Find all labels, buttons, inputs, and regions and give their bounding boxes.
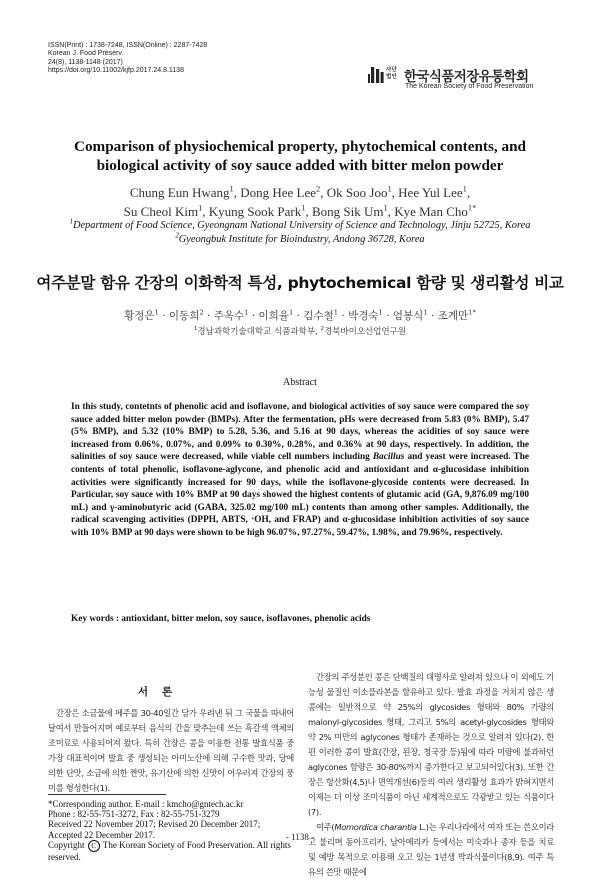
- corresponding-author: *Corresponding author. E-mail : kmcho@gntech.ac.kr: [48, 799, 244, 809]
- author-separator: ,: [466, 185, 471, 200]
- society-name-en: The Korean Society of Food Preservation: [405, 83, 534, 90]
- author-name-ko: 박경숙: [348, 310, 379, 322]
- author-separator: ,: [387, 204, 395, 219]
- keywords: Key words : antioxidant, bitter melon, soy sauce, isoflavones, phenolic acids: [71, 614, 371, 624]
- society-tag: [386, 67, 397, 80]
- author-line-1: [40, 183, 560, 202]
- received-date: Received 22 November 2017; Revised 20 December 2017;: [48, 819, 261, 830]
- author-affiliation-mark: 1: [288, 308, 294, 317]
- author-name: Hee Yul Lee: [398, 185, 463, 200]
- footnote-divider: [48, 794, 166, 795]
- author-affiliation-mark: 2: [199, 308, 204, 317]
- author-name: Ok Soo Joo: [326, 185, 388, 200]
- footnotes: [48, 799, 298, 862]
- copyright-icon: C: [88, 840, 100, 852]
- abstract-text: and yeast were increased. The contents of total phenolic, isoflavone-aglycone, and phenolic acid and antioxidant and α-glucosidase inhibition activities were significantly increased for 90 days, while the isoflavone-glycoside contents were decreased. In Particular, soy sauce with 10% BMP at 90 days showed the highest contents of glutamic acid (GA, 9,876.09 mg/100 mL) and γ-aminobutyric acid (GABA, 325.02 mg/100 mL) contents than among other samples. Additionally, the radical scavenging activities (DPPH, ABTS, ⋅OH, and FRAP) and α-glucosidase inhibition activities of soy sauce with 10% BMP at 90 days were shown to be high 96.07%, 97.27%, 59.47%, 1.98%, and 79.96%, respectively.: [71, 452, 529, 538]
- author-affiliation-mark: 1: [198, 202, 203, 213]
- affiliation-mark: 1: [193, 326, 198, 333]
- author-separator: ,: [305, 204, 312, 219]
- society-logo-block: [368, 64, 558, 94]
- author-separator: ·: [427, 310, 438, 322]
- author-name: Su Cheol Kim: [123, 204, 199, 219]
- right-column-paragraph-2: [308, 820, 554, 880]
- affiliation-text-ko: 경북바이오산업연구원: [323, 327, 407, 337]
- journal-meta: [48, 42, 207, 76]
- affiliation-mark: 2: [320, 326, 324, 333]
- affiliation-text: Gyeongbuk Institute for Bioindustry, Andong 36728, Korea: [178, 233, 425, 245]
- author-name: Dong Hee Lee: [240, 185, 317, 200]
- author-affiliation-mark: 1: [383, 202, 388, 213]
- author-affiliation-mark: 1: [387, 183, 392, 194]
- society-emblem-icon: [368, 66, 384, 84]
- accepted-date: Accepted 22 December 2017.: [48, 829, 155, 840]
- author-name: Chung Eun Hwang: [129, 185, 230, 200]
- author-separator: ,: [320, 185, 327, 200]
- author-affiliation-mark: 1: [301, 202, 306, 213]
- journal-name: Korean J. Food Preserv.: [48, 50, 124, 58]
- introduction-paragraph: [48, 706, 294, 796]
- author-list-ko: [40, 308, 560, 323]
- paragraph-2-start: 여주(: [316, 822, 335, 832]
- author-name: Kyung Sook Park: [208, 204, 302, 219]
- author-name: Bong Sik Um: [311, 204, 384, 219]
- title-en-line1: Comparison of physiochemical property, phytochemical contents, and: [74, 138, 526, 155]
- author-separator: ·: [158, 310, 169, 322]
- paper-title-ko: 여주분말 함유 간장의 이화학적 특성, phytochemical 함량 및 생리활성 비교: [36, 274, 564, 292]
- author-affiliation-mark: 1: [154, 308, 159, 317]
- author-name-ko: 이동희: [168, 310, 200, 322]
- copyright-word: Copyright: [48, 839, 85, 850]
- title-en-line2: biological activity of soy sauce added with bitter melon powder: [96, 157, 504, 174]
- author-name-ko: 김수철: [303, 310, 334, 322]
- author-affiliation-mark: 1: [462, 183, 467, 194]
- author-affiliation-mark: 1*: [467, 202, 477, 213]
- society-name-ko: 한국식품저장유통학회: [404, 69, 529, 85]
- society-tag-line2: 법인: [386, 73, 397, 80]
- affiliation-mark: 1: [69, 218, 73, 226]
- abstract-text: In this study, contetnts of phenolic acid and isoflavone, and biological activities of soy sauce were compared the soy sauce added bitter melon powder (BMPs). After the fermentation, pHs were decreased from 5.83 (0% BMP), 5.47 (5% BMP), and 5.32 (10% BMP) to 5.28, 5.36, and 5.16 at 90 days, whereas the acidities of soy sauce were increased from 0.06%, 0.07%, and 0.09% to 0.30%, 0.28%, and 0.36% at 90 days, respectively. In addition, the salinities of soy sauce were decreased, while viable cell numbers including: [71, 402, 529, 463]
- affiliation-line: [40, 219, 560, 233]
- paragraph-1-text: 간장의 주성분인 콩은 단백질의 대명사로 알려져 있으나 이 외에도 기능성 물질인 이소플라본을 함유하고 있다. 발효 과정을 거치지 않은 생콩에는 일반적으로 약 25%의 glycosides 형태와 80% 가량의 malonyl-glycosides 형태, 그리고 5%의 acetyl-glycosides 형태와 약 2% 미만의 aglycones 형태가 존재하는 것으로 알려져 있다(2). 한편 이러한 콩이 발효(간장, 된장, 청국장 등)됨에 따라 미량에 불과하던 aglycones 함량은 30-80%까지 증가한다고 보고되어있다(3). 또한 간장은 항산화(4,5)나 면역개선(6)등의 여러 생리활성 효과가 밝혀지면서 이제는 더 이상 조미식품이 아닌 세계적으로도 각광받고 있는 식품이다(7).: [308, 672, 554, 817]
- author-name-ko: 황정은: [124, 310, 155, 322]
- issn-line: ISSN(Print) : 1738-7248, ISSN(Online) : 2287-7428: [48, 42, 208, 49]
- author-separator: ,: [233, 185, 241, 200]
- abstract-heading: Abstract: [283, 377, 317, 388]
- introduction-heading: 서론: [137, 686, 187, 698]
- author-name-ko: 조계만: [437, 310, 469, 322]
- author-affiliation-mark: 1: [333, 308, 339, 317]
- paper-title-en: [40, 137, 560, 175]
- copyright-notice: [48, 840, 298, 862]
- right-column-paragraph-1: [308, 670, 554, 820]
- author-affiliation-mark: 1: [229, 183, 234, 194]
- author-separator: ·: [338, 310, 349, 322]
- author-separator: ,: [202, 204, 209, 219]
- copyright-holder: The Korean Society of Food Preservation. All rights reserved.: [48, 839, 291, 862]
- affiliations-ko: [40, 325, 560, 337]
- affiliation-mark: 2: [175, 232, 179, 240]
- affiliation-line: [40, 233, 560, 247]
- abstract-italic-term: Bacillus: [372, 452, 405, 463]
- author-separator: ·: [203, 310, 214, 322]
- society-tag-line1: 사단: [386, 67, 397, 73]
- author-name-ko: 엄봉식: [392, 310, 424, 322]
- affiliation-text-ko: 경남과학기술대학교 식품과학부,: [197, 327, 321, 337]
- phone-fax: Phone : 82-55-751-3272, Fax : 82-55-751-3279: [48, 809, 220, 820]
- right-column-text: [308, 670, 554, 880]
- abstract-body: [71, 401, 529, 540]
- page-number: - 1138 -: [285, 832, 315, 842]
- author-affiliation-mark: 1*: [468, 308, 476, 317]
- doi-link[interactable]: https://doi.org/10.11002/kjfp.2017.24.8.1138: [48, 67, 184, 75]
- author-separator: ·: [382, 310, 393, 322]
- introduction-text: 간장은 소금물에 메주를 30-40일간 담가 우려낸 뒤 그 국물을 따내어 달여서 만들어지며 예로부터 음식의 간을 맞추는데 쓰는 흑갈색 액체의 조미료로 사용되어져 왔다. 특히 간장은 콩을 이용한 전통 발효식품 중 가장 대표적이며 발효 중 생성되는 아미노산에 의해 구수한 맛과, 당에 의한 단맛, 소금에 의한 짠맛, 유기산에 의한 신맛이 어우러져 간장의 풍미를 형성한다(1).: [48, 708, 294, 793]
- author-separator: ·: [248, 310, 259, 322]
- author-affiliation-mark: 1: [244, 308, 249, 317]
- author-name: Kye Man Cho: [394, 204, 468, 219]
- author-name-ko: 이희율: [258, 310, 289, 322]
- author-separator: ·: [293, 310, 304, 322]
- affiliation-text: Department of Food Science, Gyeongnam National University of Science and Technology, Jinju 52725, Korea: [72, 220, 531, 231]
- author-name-ko: 주옥수: [213, 310, 245, 322]
- volume-pages: 24(8), 1138-1148 (2017): [48, 58, 123, 66]
- species-name: Momordica charantia: [334, 822, 417, 832]
- paragraph-2-rest: L.)는 우리나라에서 여자 또는 쓴오이라고 불리며 동아프리카, 남아메리카 등에서는 미숙과나 종자 등을 치료 및 예방 목적으로 이용해 오고 있는 1년생 박과식물이다(8,9). 여주 특유의 쓴맛 때문에: [308, 822, 554, 877]
- author-list-en: [40, 183, 560, 221]
- author-affiliation-mark: 2: [316, 183, 321, 194]
- author-affiliation-mark: 1: [423, 308, 428, 317]
- affiliations-en: [40, 219, 560, 246]
- author-affiliation-mark: 1: [378, 308, 383, 317]
- author-separator: ,: [391, 185, 399, 200]
